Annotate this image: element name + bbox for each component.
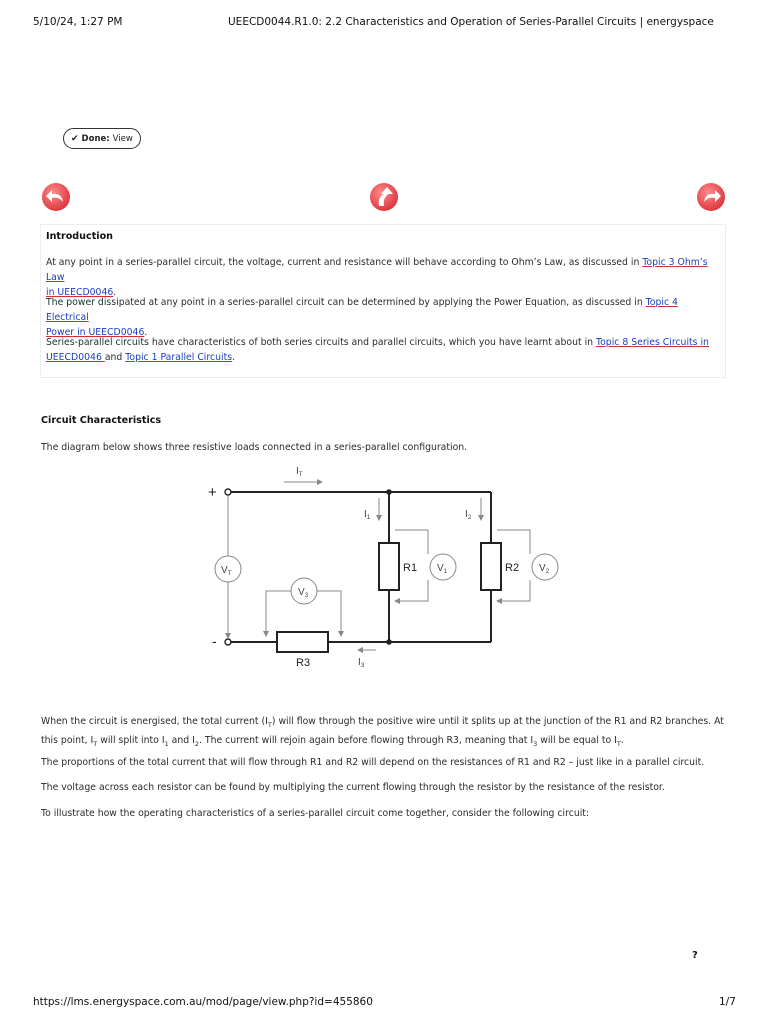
positive-terminal — [225, 489, 231, 495]
r2-label: R2 — [505, 562, 520, 574]
junction-bottom — [386, 639, 392, 645]
link-electrical-power[interactable]: Topic 4 Electrical — [46, 297, 678, 323]
r3-label: R3 — [296, 657, 311, 669]
intro-paragraph-1: At any point in a series-parallel circuit, the voltage, current and resistance will behave according to Ohm’s Law, as discussed in Topic 3 Ohm’s Law in UEECD0046. — [46, 257, 708, 298]
intro-paragraph-2: The power dissipated at any point in a series-parallel circuit can be determined by applying the Power Equation, as discussed in Topic 4 Electrical Power in UEECD0046. — [46, 297, 678, 338]
v1-label: $V_1$ — [437, 563, 448, 575]
junction-top — [386, 489, 392, 495]
series-parallel-circuit-diagram — [200, 460, 580, 680]
energised-paragraph: When the circuit is energised, the total current $(I_T)$ will flow through the positive wire until it splits up at the junction of the R1 and R2 branches. At this point, $I_T$ will split into $I_1$ and $I_2$. The current will rejoin again before flowing through R3, meaning that $I_3$ will be equal to $I_T$. — [41, 716, 724, 748]
it-label: $I_T$ — [296, 466, 303, 478]
i3-label: $I_3$ — [358, 657, 365, 669]
v3-label: $V_3$ — [298, 587, 309, 599]
forward-arrow-icon[interactable] — [696, 182, 726, 212]
link-series-circuits-cont[interactable]: UEECD0046 — [46, 352, 105, 363]
proportions-paragraph: The proportions of the total current that will flow through R1 and R2 will depend on the resistances of R1 and R2 – just like in a parallel circuit. — [41, 757, 705, 768]
print-datetime: 5/10/24, 1:27 PM — [33, 16, 123, 28]
link-series-circuits[interactable]: Topic 8 Series Circuits in — [596, 337, 709, 348]
i1-label: $I_1$ — [364, 509, 371, 521]
intro-paragraph-3: Series-parallel circuits have characteristics of both series circuits and parallel circuits, which you have learnt about in Topic 8 Series Circuits in UEECD0046 and Topic 1 Parallel Circuits. — [46, 337, 709, 363]
resistor-r2 — [481, 543, 501, 590]
link-ohms-law-cont[interactable]: in UEECD0046 — [46, 287, 114, 298]
checkmark-icon: ✔ — [71, 133, 79, 144]
completion-done-button[interactable] — [63, 128, 141, 149]
link-parallel-circuits[interactable]: Topic 1 Parallel Circuits — [125, 352, 233, 363]
help-button[interactable]: ? — [692, 950, 698, 961]
voltage-paragraph: The voltage across each resistor can be found by multiplying the current flowing through the resistor by the resistance of the resistor. — [41, 782, 665, 793]
negative-terminal — [225, 639, 231, 645]
resistor-r1 — [379, 543, 399, 590]
resistor-r3 — [277, 632, 328, 652]
diagram-lead-text: The diagram below shows three resistive loads connected in a series-parallel configuration. — [41, 442, 468, 453]
i2-label: $I_2$ — [465, 509, 472, 521]
link-ohms-law[interactable]: Topic 3 Ohm’s Law — [46, 257, 708, 283]
vt-label: $V_T$ — [221, 565, 232, 577]
r1-label: R1 — [403, 562, 418, 574]
plus-sign: + — [208, 484, 217, 501]
up-arrow-icon[interactable] — [369, 182, 399, 212]
back-arrow-icon[interactable] — [41, 182, 71, 212]
completion-view-label: View — [112, 133, 133, 144]
print-page-number: 1/7 — [719, 996, 736, 1008]
voltmeter-vt — [215, 556, 241, 582]
link-electrical-power-cont[interactable]: Power in UEECD0046 — [46, 327, 145, 338]
circuit-characteristics-heading: Circuit Characteristics — [41, 415, 162, 426]
print-page-title: UEECD0044.R1.0: 2.2 Characteristics and Operation of Series-Parallel Circuits | energyspace — [228, 16, 714, 28]
introduction-heading: Introduction — [46, 231, 113, 242]
minus-sign: - — [212, 633, 217, 649]
completion-status: Done: — [81, 133, 110, 144]
print-url: https://lms.energyspace.com.au/mod/page/view.php?id=455860 — [33, 996, 373, 1008]
illustrate-paragraph: To illustrate how the operating characteristics of a series-parallel circuit come together, consider the following circuit: — [41, 808, 590, 819]
v2-label: $V_2$ — [539, 563, 550, 575]
